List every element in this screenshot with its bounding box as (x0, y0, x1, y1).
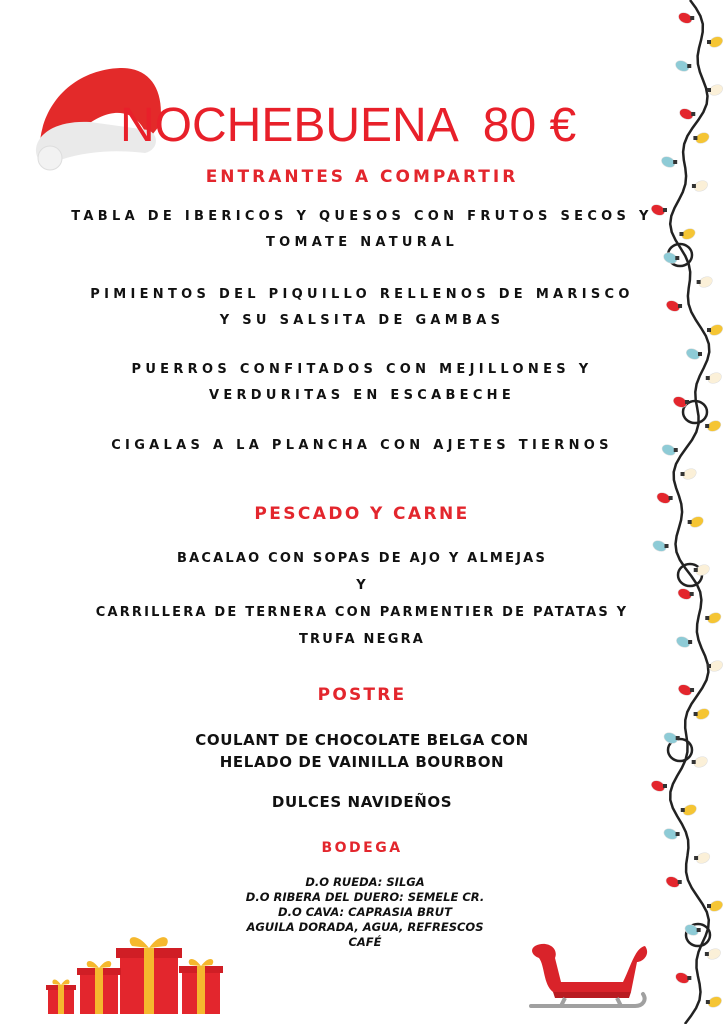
section-heading-pescado: PESCADO Y CARNE (254, 504, 470, 524)
list-item (60, 791, 664, 813)
item-line: COULANT DE CHOCOLATE BELGA CON (195, 731, 529, 749)
list-item (60, 729, 664, 773)
section-heading-entrantes: ENTRANTES A COMPARTIR (205, 167, 519, 187)
light-bulb-icon (705, 947, 722, 962)
light-bulb-icon (662, 251, 679, 266)
light-bulb-icon (675, 635, 692, 650)
list-item (60, 545, 664, 653)
item-line: TOMATE NATURAL (265, 235, 459, 250)
light-bulb-icon (685, 347, 702, 362)
light-bulb-icon (705, 611, 722, 626)
light-bulb-icon (706, 371, 723, 386)
page-title: NOCHEBUENA 80 € (120, 99, 577, 152)
light-bulb-icon (707, 35, 724, 50)
light-bulb-icon (707, 899, 724, 914)
item-line: Y SU SALSITA DE GAMBAS (219, 313, 505, 328)
wine-line: D.O RIBERA DEL DUERO: SEMELE CR. (245, 890, 485, 904)
light-bulb-icon (707, 323, 724, 338)
section-heading-bodega: BODEGA (321, 840, 403, 856)
wine-line: AGUILA DORADA, AGUA, REFRESCOS (246, 920, 484, 934)
sleigh-icon (525, 936, 650, 1012)
item-line: TRUFA NEGRA (298, 632, 426, 647)
light-bulb-icon (694, 707, 711, 722)
list-item (60, 204, 664, 256)
wine-line: CAFÉ (348, 935, 382, 949)
light-bulb-icon (674, 59, 691, 74)
section-heading-postre: POSTRE (317, 685, 407, 705)
item-line: VERDURITAS EN ESCABECHE (208, 388, 516, 403)
light-bulb-icon (674, 971, 691, 986)
gift-boxes-icon (40, 930, 230, 1016)
wine-list (200, 875, 530, 950)
light-bulb-icon (678, 107, 695, 122)
list-item (60, 357, 664, 409)
light-bulb-icon (676, 587, 693, 602)
light-bulb-icon (665, 299, 682, 314)
light-bulb-icon (679, 227, 696, 242)
light-bulb-icon (664, 875, 681, 890)
item-line: CARRILLERA DE TERNERA CON PARMENTIER DE PATATAS Y (95, 605, 629, 620)
light-bulb-icon (707, 83, 724, 98)
item-line: BACALAO CON SOPAS DE AJO Y ALMEJAS (176, 551, 548, 566)
item-line: PIMIENTOS DEL PIQUILLO RELLENOS DE MARISCO (90, 287, 634, 302)
item-line: PUERROS CONFITADOS CON MEJILLONES Y (131, 362, 593, 377)
light-bulb-icon (693, 131, 710, 146)
light-bulb-icon (706, 995, 723, 1010)
item-line: HELADO DE VAINILLA BOURBON (219, 753, 505, 771)
light-bulb-icon (697, 275, 714, 290)
light-bulb-icon (681, 467, 698, 482)
list-item (60, 282, 664, 334)
list-item (60, 433, 664, 459)
light-bulb-icon (677, 11, 694, 26)
light-bulb-icon (662, 731, 679, 746)
item-line: TABLA DE IBERICOS Y QUESOS CON FRUTOS SECOS Y (71, 209, 653, 224)
item-line: DULCES NAVIDEÑOS (271, 793, 453, 811)
item-line: Y (356, 578, 368, 593)
light-bulb-icon (681, 803, 698, 818)
item-line: CIGALAS A LA PLANCHA CON AJETES TIERNOS (111, 438, 613, 453)
light-bulb-icon (672, 395, 689, 410)
light-bulb-icon (692, 755, 709, 770)
wine-line: D.O CAVA: CAPRASIA BRUT (278, 905, 452, 919)
light-bulb-icon (705, 419, 722, 434)
wine-line: D.O RUEDA: SILGA (305, 875, 425, 889)
